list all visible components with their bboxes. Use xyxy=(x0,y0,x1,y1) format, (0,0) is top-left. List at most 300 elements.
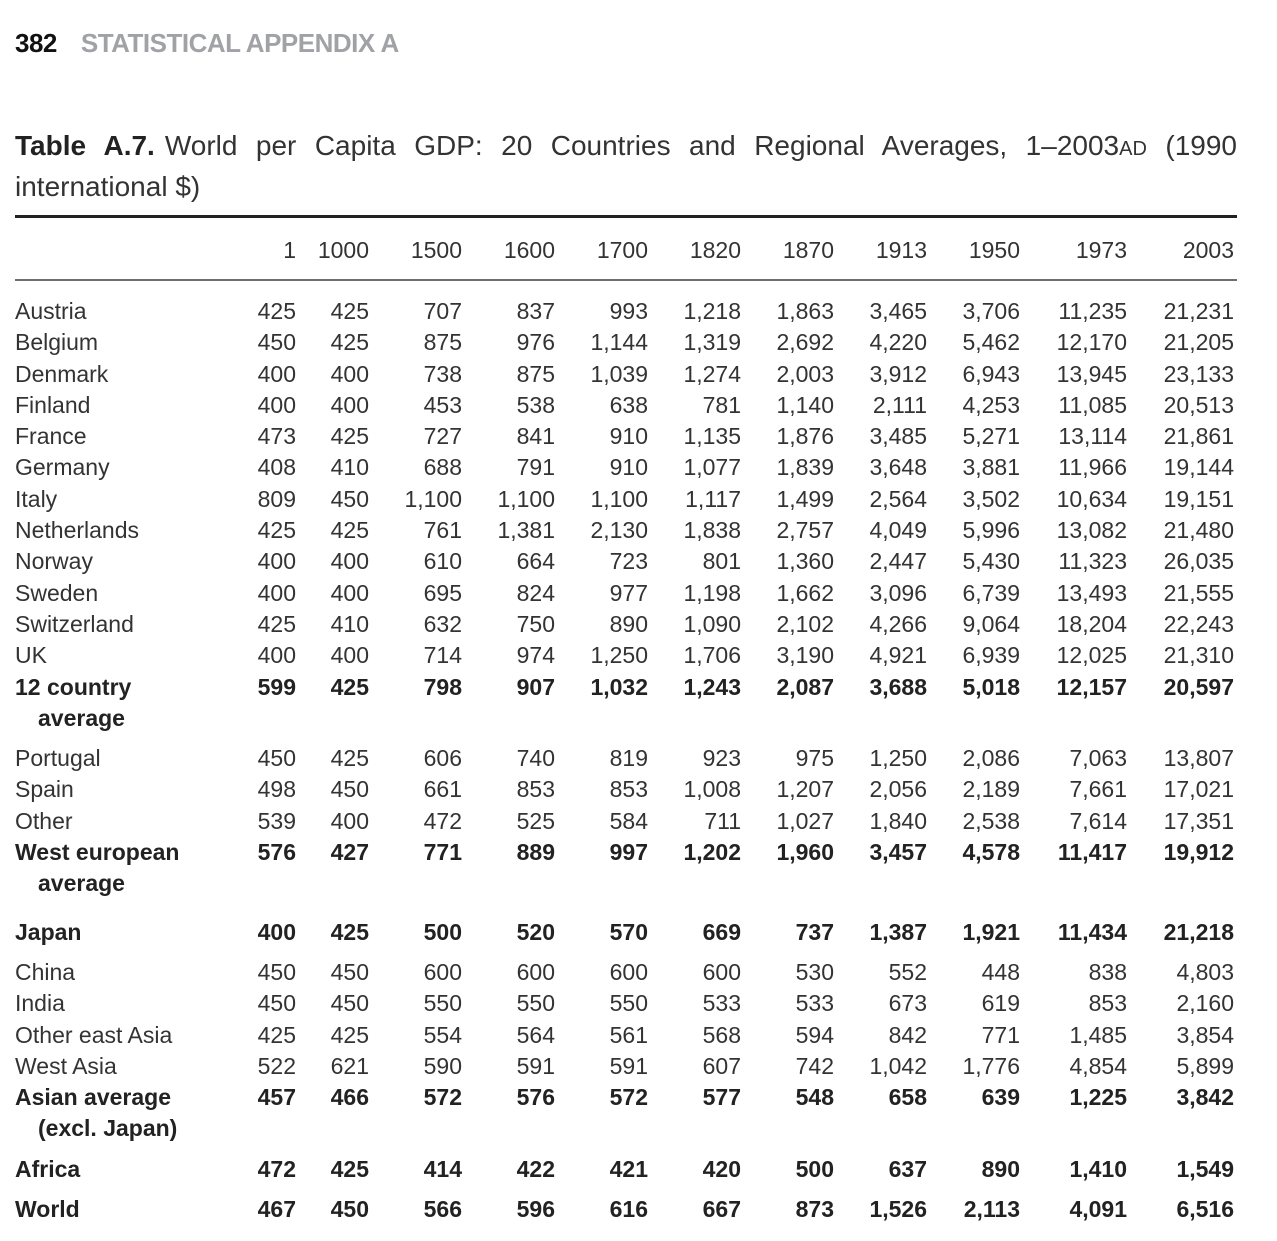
value-cell: 599 xyxy=(257,673,296,700)
value-cell: 1,526 xyxy=(869,1196,927,1223)
value-cell: 500 xyxy=(795,1155,834,1182)
value-cell: 875 xyxy=(516,360,555,387)
value-cell: 1,207 xyxy=(776,776,834,803)
value-cell: 750 xyxy=(516,610,555,637)
value-cell: 20,597 xyxy=(1163,673,1234,700)
value-cell: 3,465 xyxy=(869,298,927,324)
table-row xyxy=(15,1020,1234,1051)
value-cell: 420 xyxy=(702,1155,741,1182)
value-cell: 2,189 xyxy=(962,776,1020,803)
table-row xyxy=(15,1154,1234,1185)
row-label-text: India xyxy=(15,990,65,1017)
row-label-text: Other east Asia xyxy=(15,1021,173,1048)
row-label xyxy=(15,359,240,390)
header-year: 1870 xyxy=(782,236,834,263)
value-cell: 450 xyxy=(330,776,369,803)
value-cell: 400 xyxy=(330,360,369,387)
value-cell: 425 xyxy=(330,298,369,324)
value-cell: 400 xyxy=(257,548,296,575)
value-cell: 2,538 xyxy=(962,807,1020,834)
value-cell: 3,502 xyxy=(962,485,1020,512)
value-cell: 533 xyxy=(795,990,834,1017)
header-year: 1500 xyxy=(410,236,462,263)
value-cell: 427 xyxy=(330,839,369,866)
value-cell: 12,025 xyxy=(1056,642,1127,669)
value-cell: 410 xyxy=(330,454,369,481)
value-cell: 3,706 xyxy=(962,298,1020,324)
value-cell: 4,253 xyxy=(962,391,1020,418)
row-label xyxy=(15,806,240,837)
caption-unit: (1990 international $) xyxy=(15,130,1237,202)
value-cell: 450 xyxy=(330,990,369,1017)
value-cell: 1,840 xyxy=(869,807,927,834)
value-cell: 1,218 xyxy=(683,298,741,324)
value-cell: 472 xyxy=(423,807,462,834)
value-cell: 1,140 xyxy=(776,391,834,418)
value-cell: 923 xyxy=(702,745,741,772)
value-cell: 11,966 xyxy=(1058,454,1127,481)
table-caption xyxy=(15,127,1237,206)
value-cell: 576 xyxy=(257,839,296,866)
table-row xyxy=(15,640,1234,671)
value-cell: 448 xyxy=(981,958,1020,985)
value-cell: 661 xyxy=(423,776,462,803)
value-cell: 400 xyxy=(330,548,369,575)
value-cell: 17,021 xyxy=(1163,776,1234,803)
value-cell: 425 xyxy=(330,918,369,945)
table-row xyxy=(15,1051,1234,1082)
value-cell: 400 xyxy=(330,642,369,669)
value-cell: 695 xyxy=(423,579,462,606)
value-cell: 422 xyxy=(516,1155,555,1182)
value-cell: 1,387 xyxy=(869,918,927,945)
value-cell: 1,225 xyxy=(1069,1084,1127,1111)
value-cell: 11,417 xyxy=(1057,839,1127,866)
value-cell: 791 xyxy=(516,454,555,481)
value-cell: 3,457 xyxy=(869,839,927,866)
value-cell: 4,266 xyxy=(869,610,927,637)
row-label xyxy=(15,1154,240,1185)
value-cell: 19,151 xyxy=(1163,485,1234,512)
row-label xyxy=(15,546,240,577)
value-cell: 1,662 xyxy=(776,579,834,606)
header-row xyxy=(15,230,1234,270)
row-label-text: Asian average xyxy=(15,1084,171,1111)
value-cell: 4,921 xyxy=(869,642,927,669)
value-cell: 466 xyxy=(330,1084,369,1111)
value-cell: 410 xyxy=(330,610,369,637)
value-cell: 425 xyxy=(330,1021,369,1048)
header-year: 1820 xyxy=(689,236,741,263)
value-cell: 3,842 xyxy=(1176,1084,1234,1111)
value-cell: 3,912 xyxy=(869,360,927,387)
value-cell: 450 xyxy=(330,958,369,985)
row-label xyxy=(15,1082,240,1145)
value-cell: 21,555 xyxy=(1163,579,1234,606)
value-cell: 11,323 xyxy=(1058,548,1127,575)
value-cell: 21,861 xyxy=(1163,423,1234,450)
row-label xyxy=(15,452,240,483)
row-label xyxy=(15,1020,240,1051)
value-cell: 17,351 xyxy=(1163,807,1234,834)
value-cell: 7,614 xyxy=(1069,807,1127,834)
row-label-text: Italy xyxy=(15,485,58,512)
header-label-cell xyxy=(15,230,240,270)
value-cell: 1,100 xyxy=(404,485,462,512)
table-row xyxy=(15,359,1234,390)
value-cell: 596 xyxy=(516,1196,555,1223)
value-cell: 819 xyxy=(609,745,648,772)
row-label-text: UK xyxy=(15,642,47,669)
value-cell: 570 xyxy=(609,918,648,945)
value-cell: 1,410 xyxy=(1069,1155,1127,1182)
value-cell: 5,996 xyxy=(962,517,1020,544)
value-cell: 907 xyxy=(516,673,555,700)
value-cell: 21,205 xyxy=(1163,329,1234,356)
value-cell: 1,960 xyxy=(776,839,834,866)
value-cell: 1,706 xyxy=(683,642,741,669)
value-cell: 842 xyxy=(888,1021,927,1048)
row-label-text: Switzerland xyxy=(15,610,134,637)
caption-era: AD xyxy=(1119,138,1147,160)
table-body xyxy=(15,270,1234,1225)
value-cell: 2,102 xyxy=(776,610,834,637)
value-cell: 1,032 xyxy=(590,673,648,700)
value-cell: 425 xyxy=(330,423,369,450)
row-label-text: Sweden xyxy=(15,579,99,606)
value-cell: 600 xyxy=(609,958,648,985)
value-cell: 590 xyxy=(423,1052,462,1079)
row-label-text: Finland xyxy=(15,391,91,418)
row-label-continuation: average xyxy=(38,870,125,897)
row-label xyxy=(15,515,240,546)
value-cell: 1,319 xyxy=(683,329,741,356)
table-row xyxy=(15,672,1234,735)
value-cell: 21,480 xyxy=(1163,517,1234,544)
value-cell: 975 xyxy=(795,745,834,772)
row-label xyxy=(15,578,240,609)
value-cell: 610 xyxy=(423,548,462,575)
header-year: 1 xyxy=(283,236,296,263)
value-cell: 572 xyxy=(609,1084,648,1111)
page-number: 382 xyxy=(15,28,57,58)
value-cell: 564 xyxy=(516,1021,555,1048)
value-cell: 711 xyxy=(704,807,741,834)
value-cell: 425 xyxy=(330,517,369,544)
table-row xyxy=(15,957,1234,988)
value-cell: 1,499 xyxy=(776,485,834,512)
table-row xyxy=(15,578,1234,609)
value-cell: 740 xyxy=(516,745,555,772)
table-label: Table A.7. xyxy=(15,130,155,161)
value-cell: 781 xyxy=(702,391,741,418)
value-cell: 838 xyxy=(1088,958,1127,985)
value-cell: 591 xyxy=(516,1052,555,1079)
value-cell: 550 xyxy=(423,990,462,1017)
value-cell: 1,243 xyxy=(683,673,741,700)
row-label xyxy=(15,672,240,735)
value-cell: 594 xyxy=(795,1021,834,1048)
value-cell: 450 xyxy=(257,958,296,985)
value-cell: 2,447 xyxy=(869,548,927,575)
value-cell: 577 xyxy=(702,1084,741,1111)
table-row xyxy=(15,421,1234,452)
value-cell: 1,100 xyxy=(497,485,555,512)
value-cell: 606 xyxy=(423,745,462,772)
value-cell: 400 xyxy=(330,391,369,418)
value-cell: 890 xyxy=(609,610,648,637)
value-cell: 853 xyxy=(1088,990,1127,1017)
value-cell: 414 xyxy=(423,1155,462,1182)
value-cell: 13,945 xyxy=(1056,360,1127,387)
running-head xyxy=(15,28,399,59)
row-label-text: Netherlands xyxy=(15,517,140,544)
value-cell: 12,170 xyxy=(1056,329,1127,356)
value-cell: 408 xyxy=(257,454,296,481)
table-row xyxy=(15,837,1234,900)
table-row xyxy=(15,806,1234,837)
table-row xyxy=(15,988,1234,1019)
value-cell: 525 xyxy=(516,807,555,834)
value-cell: 450 xyxy=(257,745,296,772)
value-cell: 2,111 xyxy=(872,391,927,418)
row-label xyxy=(15,743,240,774)
value-cell: 1,485 xyxy=(1069,1021,1127,1048)
header-year: 1600 xyxy=(503,236,555,263)
value-cell: 1,090 xyxy=(683,610,741,637)
value-cell: 853 xyxy=(516,776,555,803)
caption-text: World per Capita GDP: 20 Countries and Regional Averages, 1–2003 xyxy=(164,130,1120,161)
value-cell: 977 xyxy=(609,579,648,606)
value-cell: 974 xyxy=(516,642,555,669)
value-cell: 2,757 xyxy=(776,517,834,544)
value-cell: 18,204 xyxy=(1056,610,1127,637)
row-label-text: France xyxy=(15,423,87,450)
value-cell: 3,096 xyxy=(869,579,927,606)
value-cell: 425 xyxy=(257,298,296,324)
value-cell: 457 xyxy=(257,1084,296,1111)
value-cell: 1,274 xyxy=(683,360,741,387)
value-cell: 467 xyxy=(257,1196,296,1223)
value-cell: 993 xyxy=(609,298,648,324)
value-cell: 400 xyxy=(257,579,296,606)
value-cell: 530 xyxy=(795,958,834,985)
value-cell: 1,776 xyxy=(962,1052,1020,1079)
table-row xyxy=(15,609,1234,640)
value-cell: 548 xyxy=(795,1084,834,1111)
value-cell: 1,360 xyxy=(776,548,834,575)
row-label-text: Africa xyxy=(15,1155,81,1182)
value-cell: 616 xyxy=(609,1196,648,1223)
value-cell: 2,056 xyxy=(869,776,927,803)
value-cell: 707 xyxy=(423,298,462,324)
row-label-continuation: (excl. Japan) xyxy=(38,1115,178,1142)
value-cell: 1,202 xyxy=(683,839,741,866)
value-cell: 771 xyxy=(423,839,462,866)
row-label xyxy=(15,609,240,640)
value-cell: 572 xyxy=(423,1084,462,1111)
table-row xyxy=(15,917,1234,948)
value-cell: 714 xyxy=(423,642,462,669)
value-cell: 1,100 xyxy=(590,485,648,512)
value-cell: 5,899 xyxy=(1176,1052,1234,1079)
value-cell: 1,144 xyxy=(590,329,648,356)
row-label-text: 12 country xyxy=(15,673,132,700)
value-cell: 3,190 xyxy=(776,642,834,669)
value-cell: 9,064 xyxy=(962,610,1020,637)
value-cell: 6,516 xyxy=(1176,1196,1234,1223)
value-cell: 742 xyxy=(795,1052,834,1079)
value-cell: 561 xyxy=(609,1021,648,1048)
value-cell: 11,085 xyxy=(1058,391,1127,418)
value-cell: 738 xyxy=(423,360,462,387)
value-cell: 632 xyxy=(423,610,462,637)
value-cell: 400 xyxy=(257,391,296,418)
row-label-text: World xyxy=(15,1196,80,1223)
row-label-text: West Asia xyxy=(15,1052,117,1079)
value-cell: 1,135 xyxy=(683,423,741,450)
value-cell: 4,578 xyxy=(962,839,1020,866)
value-cell: 450 xyxy=(330,485,369,512)
value-cell: 3,648 xyxy=(869,454,927,481)
row-label-text: Japan xyxy=(15,918,82,945)
row-label-text: Norway xyxy=(15,548,93,575)
value-cell: 7,661 xyxy=(1069,776,1127,803)
value-cell: 1,198 xyxy=(683,579,741,606)
value-cell: 997 xyxy=(609,839,648,866)
value-cell: 498 xyxy=(257,776,296,803)
value-cell: 837 xyxy=(516,298,555,324)
value-cell: 2,130 xyxy=(590,517,648,544)
value-cell: 421 xyxy=(609,1155,648,1182)
value-cell: 1,381 xyxy=(497,517,555,544)
value-cell: 425 xyxy=(257,1021,296,1048)
value-cell: 1,839 xyxy=(776,454,834,481)
value-cell: 3,485 xyxy=(869,423,927,450)
value-cell: 669 xyxy=(702,918,741,945)
value-cell: 538 xyxy=(516,391,555,418)
value-cell: 1,250 xyxy=(590,642,648,669)
value-cell: 550 xyxy=(516,990,555,1017)
value-cell: 425 xyxy=(330,1155,369,1182)
value-cell: 425 xyxy=(330,673,369,700)
value-cell: 19,144 xyxy=(1163,454,1234,481)
value-cell: 5,430 xyxy=(962,548,1020,575)
value-cell: 6,939 xyxy=(962,642,1020,669)
table-row xyxy=(15,774,1234,805)
value-cell: 5,462 xyxy=(962,329,1020,356)
value-cell: 664 xyxy=(516,548,555,575)
value-cell: 550 xyxy=(609,990,648,1017)
value-cell: 21,231 xyxy=(1163,298,1234,324)
value-cell: 737 xyxy=(795,918,834,945)
value-cell: 873 xyxy=(795,1196,834,1223)
row-label xyxy=(15,640,240,671)
row-label-text: Germany xyxy=(15,454,110,481)
row-label xyxy=(15,837,240,900)
table-row xyxy=(15,515,1234,546)
value-cell: 667 xyxy=(702,1196,741,1223)
value-cell: 809 xyxy=(257,485,296,512)
value-cell: 639 xyxy=(981,1084,1020,1111)
value-cell: 2,564 xyxy=(869,485,927,512)
value-cell: 600 xyxy=(516,958,555,985)
value-cell: 1,042 xyxy=(869,1052,927,1079)
value-cell: 450 xyxy=(257,990,296,1017)
table-row xyxy=(15,1194,1234,1225)
value-cell: 875 xyxy=(423,329,462,356)
row-label-text: Other xyxy=(15,807,73,834)
value-cell: 801 xyxy=(702,548,741,575)
value-cell: 12,157 xyxy=(1056,673,1127,700)
value-cell: 600 xyxy=(423,958,462,985)
value-cell: 4,091 xyxy=(1069,1196,1127,1223)
table-row xyxy=(15,546,1234,577)
value-cell: 425 xyxy=(257,517,296,544)
value-cell: 2,003 xyxy=(776,360,834,387)
value-cell: 21,310 xyxy=(1163,642,1234,669)
value-cell: 2,086 xyxy=(962,745,1020,772)
table-row xyxy=(15,1082,1234,1145)
row-label-text: Austria xyxy=(15,298,87,324)
value-cell: 453 xyxy=(423,391,462,418)
value-cell: 5,271 xyxy=(962,423,1020,450)
value-cell: 400 xyxy=(257,360,296,387)
table-top-rule xyxy=(15,215,1237,218)
value-cell: 7,063 xyxy=(1069,745,1127,772)
value-cell: 688 xyxy=(423,454,462,481)
row-label xyxy=(15,957,240,988)
value-cell: 23,133 xyxy=(1163,360,1234,387)
row-label-text: Denmark xyxy=(15,360,109,387)
value-cell: 425 xyxy=(330,745,369,772)
value-cell: 400 xyxy=(257,918,296,945)
value-cell: 591 xyxy=(609,1052,648,1079)
value-cell: 400 xyxy=(330,807,369,834)
value-cell: 6,739 xyxy=(962,579,1020,606)
row-label xyxy=(15,988,240,1019)
value-cell: 11,235 xyxy=(1058,298,1127,324)
value-cell: 1,876 xyxy=(776,423,834,450)
value-cell: 976 xyxy=(516,329,555,356)
value-cell: 1,863 xyxy=(776,298,834,324)
value-cell: 1,117 xyxy=(685,485,741,512)
value-cell: 576 xyxy=(516,1084,555,1111)
value-cell: 3,881 xyxy=(962,454,1020,481)
value-cell: 19,912 xyxy=(1163,839,1234,866)
header-year: 1700 xyxy=(596,236,648,263)
header-year: 1913 xyxy=(875,236,927,263)
value-cell: 13,114 xyxy=(1058,423,1127,450)
row-label xyxy=(15,1194,240,1225)
value-cell: 1,838 xyxy=(683,517,741,544)
row-label-text: West european xyxy=(15,839,180,866)
table-row xyxy=(15,484,1234,515)
value-cell: 5,018 xyxy=(962,673,1020,700)
section-title: STATISTICAL APPENDIX A xyxy=(80,28,399,58)
value-cell: 425 xyxy=(330,329,369,356)
gdp-table xyxy=(15,230,1234,1225)
row-label xyxy=(15,1051,240,1082)
value-cell: 533 xyxy=(702,990,741,1017)
value-cell: 658 xyxy=(888,1084,927,1111)
value-cell: 619 xyxy=(981,990,1020,1017)
row-label-text: Portugal xyxy=(15,745,101,772)
value-cell: 841 xyxy=(516,423,555,450)
value-cell: 3,688 xyxy=(869,673,927,700)
row-label xyxy=(15,917,240,948)
value-cell: 853 xyxy=(609,776,648,803)
